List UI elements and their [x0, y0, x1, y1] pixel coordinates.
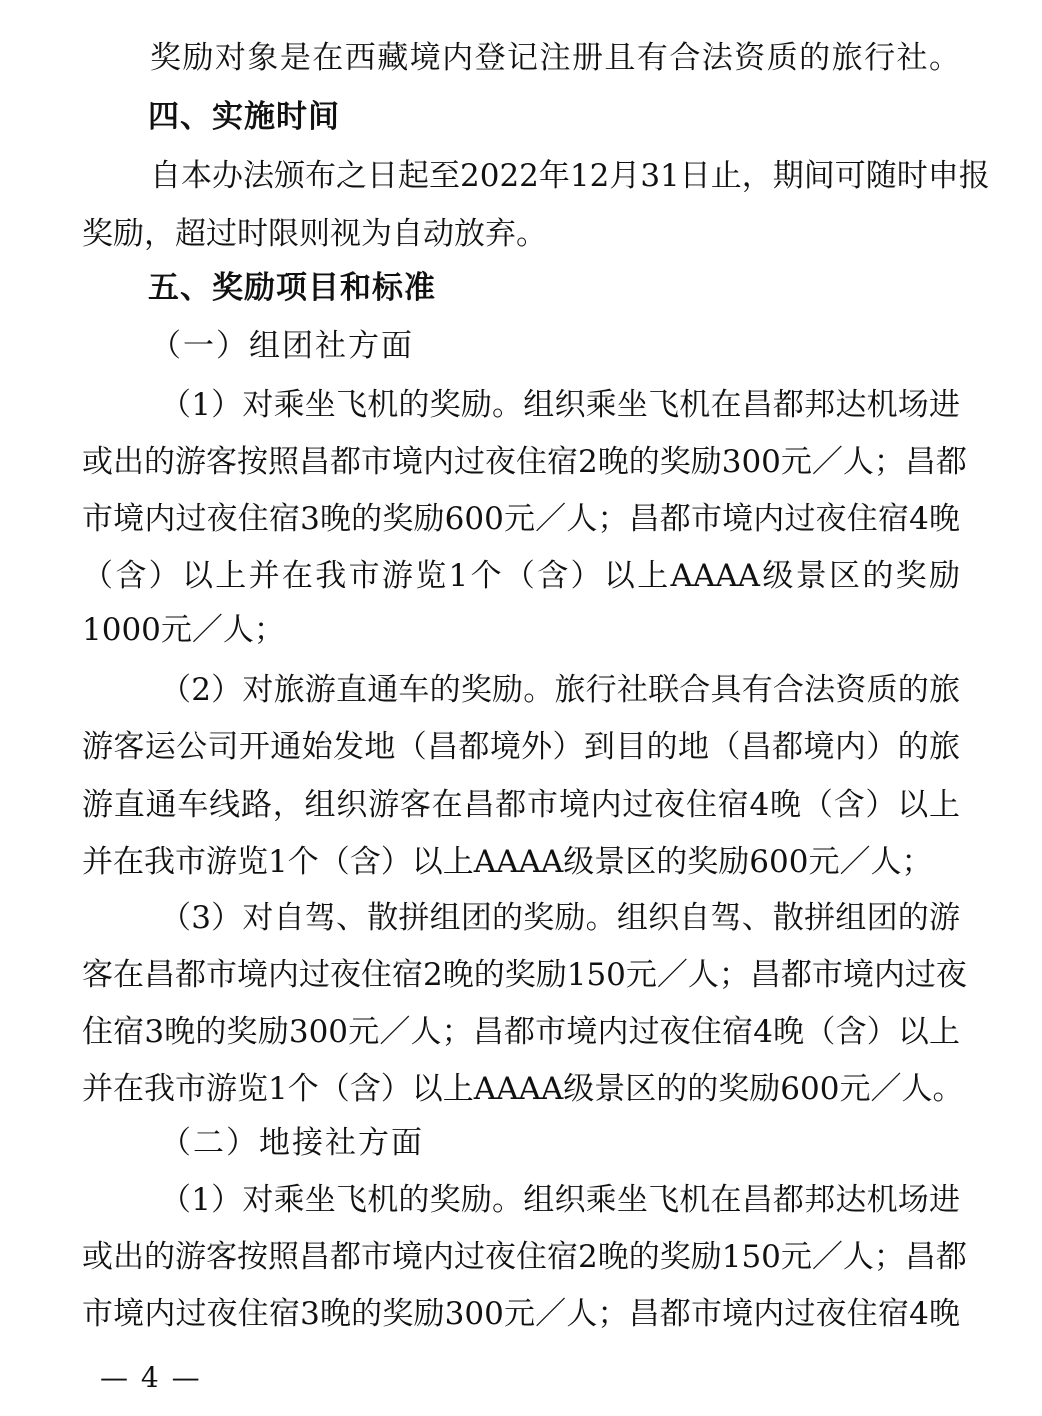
paragraph-line: 市境内过夜住宿3晚的奖励300元／人；昌都市境内过夜住宿4晚 [82, 1296, 960, 1332]
paragraph-line: 奖励对象是在西藏境内登记注册且有合法资质的旅行社。 [150, 40, 960, 76]
page-number: — 4 — [100, 1361, 202, 1394]
subsection-heading-2: （二）地接社方面 [160, 1125, 424, 1161]
paragraph-line: （1）对乘坐飞机的奖励。组织乘坐飞机在昌都邦达机场进 [160, 387, 960, 423]
paragraph-line: 客在昌都市境内过夜住宿2晚的奖励150元／人；昌都市境内过夜 [82, 957, 967, 993]
subsection-heading-1: （一）组团社方面 [150, 328, 414, 364]
paragraph-line: 或出的游客按照昌都市境内过夜住宿2晚的奖励150元／人；昌都 [82, 1239, 967, 1275]
section-heading-5: 五、奖励项目和标准 [148, 270, 436, 306]
paragraph-line: 奖励，超过时限则视为自动放弃。 [82, 216, 547, 252]
paragraph-line: （2）对旅游直通车的奖励。旅行社联合具有合法资质的旅 [160, 672, 960, 708]
paragraph-line: 或出的游客按照昌都市境内过夜住宿2晚的奖励300元／人；昌都 [82, 444, 967, 480]
paragraph-line: 住宿3晚的奖励300元／人；昌都市境内过夜住宿4晚（含）以上 [82, 1014, 960, 1050]
paragraph-line: （1）对乘坐飞机的奖励。组织乘坐飞机在昌都邦达机场进 [160, 1182, 960, 1218]
paragraph-line: 游客运公司开通始发地（昌都境外）到目的地（昌都境内）的旅 [82, 729, 960, 765]
paragraph-line: 市境内过夜住宿3晚的奖励600元／人；昌都市境内过夜住宿4晚 [82, 501, 960, 537]
paragraph-line: 并在我市游览1个（含）以上AAAA级景区的的奖励600元／人。 [82, 1071, 964, 1107]
paragraph-line: 自本办法颁布之日起至2022年12月31日止，期间可随时申报 [150, 158, 990, 194]
paragraph-line: （含）以上并在我市游览1个（含）以上AAAA级景区的奖励 [82, 558, 960, 594]
paragraph-line: 1000元／人； [82, 612, 285, 648]
paragraph-line: （3）对自驾、散拼组团的奖励。组织自驾、散拼组团的游 [160, 900, 960, 936]
section-heading-4: 四、实施时间 [148, 99, 340, 135]
paragraph-line: 游直通车线路，组织游客在昌都市境内过夜住宿4晚（含）以上 [82, 787, 960, 823]
paragraph-line: 并在我市游览1个（含）以上AAAA级景区的奖励600元／人； [82, 844, 933, 880]
